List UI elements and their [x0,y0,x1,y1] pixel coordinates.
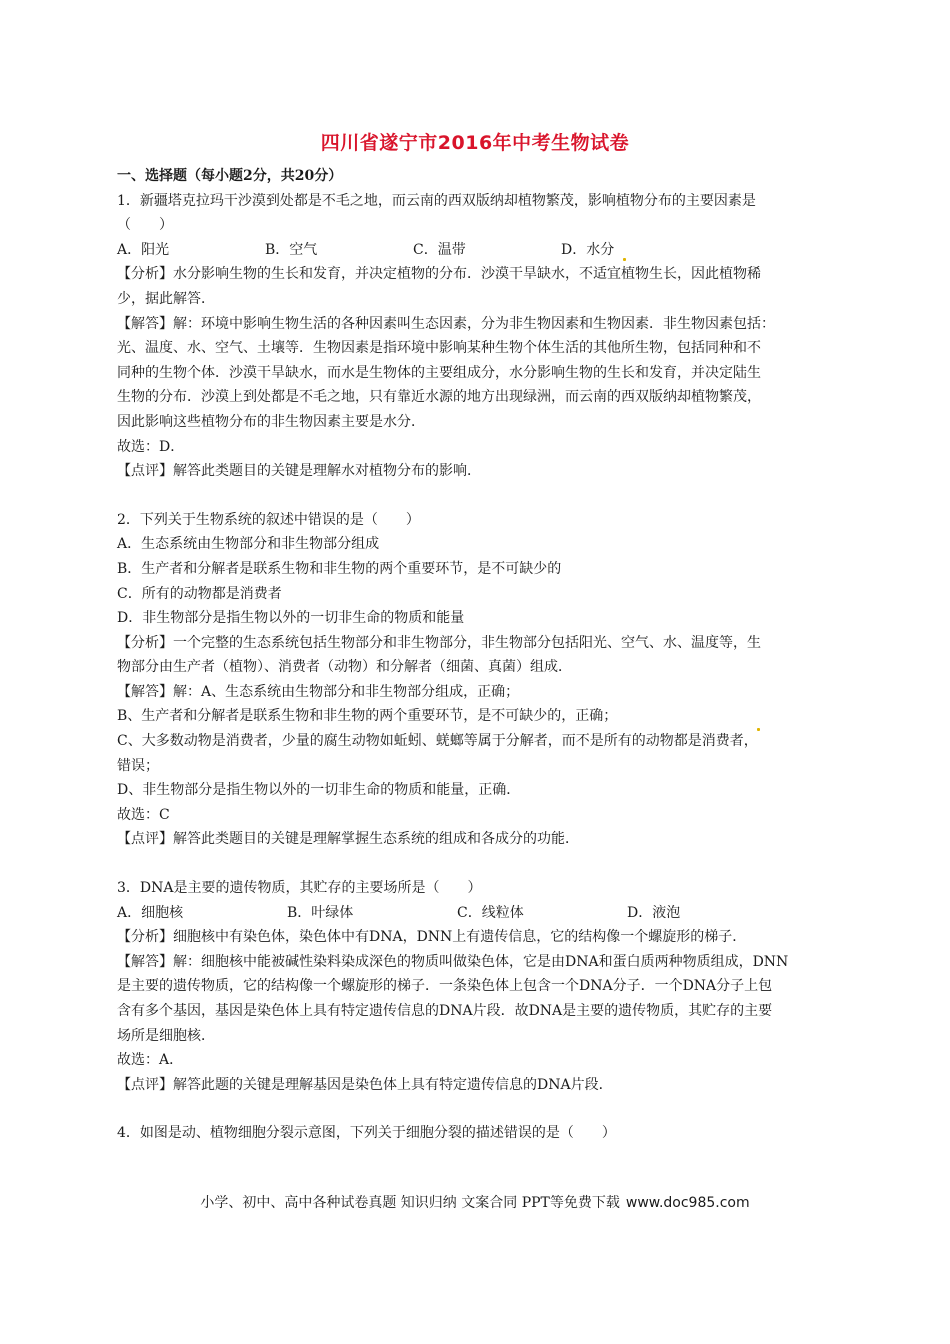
spacer [117,1097,859,1121]
answer-text: 【解答】解：环境中影响生物生活的各种因素叫生态因素，分为非生物因素和生物因素．非生物因素包括： [117,315,775,332]
question-stem: 3．DNA是主要的遗传物质，其贮存的主要场所是（ ） [117,880,482,897]
page-title: 四川省遂宁市2016年中考生物试卷 [320,132,630,154]
option-b: B．生产者和分解者是联系生物和非生物的两个重要环节，是不可缺少的 [117,560,562,577]
option-b: B．空气 [265,241,318,258]
answer-text-cont: 光、温度、水、空气、土壤等．生物因素是指环境中影响某种生物个体生活的其他所生物，包括同种和不 [117,340,761,357]
question-stem: 4．如图是动、植物细胞分裂示意图，下列关于细胞分裂的描述错误的是（ ） [117,1125,616,1142]
comment-text: 【点评】解答此类题目的关键是理解掌握生态系统的组成和各成分的功能． [117,831,579,848]
question-4 [117,1121,859,1146]
option-c: C．线粒体 [457,904,524,921]
footer-url[interactable]: www.doc985.com [625,1195,750,1211]
answer-text-cont: D、非生物部分是指生物以外的一切非生命的物质和能量，正确． [117,782,521,799]
option-c: C．所有的动物都是消费者 [117,585,282,602]
answer-text-cont: 是主要的遗传物质，它的结构像一个螺旋形的梯子．一条染色体上包含一个DNA分子．一个DNA分子上包 [117,978,773,995]
question-options [117,901,859,926]
question-1 [117,189,859,484]
section-heading: 一、选择题（每小题2分，共20分） [117,168,343,184]
answer-text-cont: C、大多数动物是消费者，少量的腐生动物如蚯蚓、蜣螂等属于分解者，而不是所有的动物都是消费者， [117,733,758,750]
option-d: D．非生物部分是指生物以外的一切非生命的物质和能量 [117,610,465,627]
answer-text-cont: 含有多个基因，基因是染色体上具有特定遗传信息的DNA片段．故DNA是主要的遗传物质，其贮存的主要 [117,1003,773,1019]
option-a: A．阳光 [117,241,170,258]
option-a: A．细胞核 [117,904,184,921]
answer-text-cont: 场所是细胞核． [117,1027,215,1044]
analysis-text: 【分析】细胞核中有染色体，染色体中有DNA，DNN上有遗传信息，它的结构像一个螺旋形的梯子． [117,929,747,946]
scan-mark [757,728,760,731]
answer-text-cont: 同种的生物个体．沙漠干旱缺水，而水是生物体的主要组成分，水分影响生物的生长和发育，并决定陆生 [117,364,761,381]
answer-choice: 故选：A． [117,1052,184,1069]
analysis-text: 【分析】水分影响生物的生长和发育，并决定植物的分布．沙漠干旱缺水，不适宜植物生长，因此植物稀 [117,266,761,283]
scan-mark [623,258,626,261]
answer-text-cont: B、生产者和分解者是联系生物和非生物的两个重要环节，是不可缺少的，正确； [117,708,618,725]
question-options [117,238,859,263]
option-b: B．叶绿体 [287,904,354,921]
comment-text: 【点评】解答此题的关键是理解基因是染色体上具有特定遗传信息的DNA片段． [117,1076,613,1093]
question-2 [117,508,859,852]
page-footer [0,1192,950,1212]
option-d: D．水分 [561,241,615,258]
answer-choice: 故选：D． [117,438,185,455]
option-c: C．温带 [413,241,466,258]
question-stem: 2．下列关于生物系统的叙述中错误的是（ ） [117,511,420,528]
comment-text: 【点评】解答此类题目的关键是理解水对植物分布的影响． [117,463,481,480]
answer-choice: 故选：C [117,806,170,823]
spacer [117,852,859,876]
answer-text: 【解答】解：细胞核中能被碱性染料染成深色的物质叫做染色体，它是由DNA和蛋白质两种物质组成，DNN [117,953,789,970]
analysis-text: 【分析】一个完整的生态系统包括生物部分和非生物部分，非生物部分包括阳光、空气、水、温度等，生 [117,634,761,651]
option-d: D．液泡 [627,904,681,921]
question-stem-cont: （ ） [117,217,173,234]
answer-text-cont: 错误； [117,757,159,774]
answer-text-cont: 生物的分布．沙漠上到处都是不毛之地，只有靠近水源的地方出现绿洲，而云南的西双版纳却植物繁茂， [117,389,761,406]
footer-text: 小学、初中、高中各种试卷真题 知识归纳 文案合同 PPT等免费下载 [200,1195,620,1211]
analysis-text-cont: 少，据此解答． [117,290,215,307]
spacer [117,484,859,508]
answer-text-cont: 因此影响这些植物分布的非生物因素主要是水分． [117,413,425,430]
answer-text: 【解答】解：A、生态系统由生物部分和非生物部分组成，正确； [117,683,520,700]
analysis-text-cont: 物部分由生产者（植物）、消费者（动物）和分解者（细菌、真菌）组成． [117,659,572,676]
question-stem: 1．新疆塔克拉玛干沙漠到处都是不毛之地，而云南的西双版纳却植物繁茂，影响植物分布的主要因素是 [117,192,756,209]
document-body [117,164,859,1146]
option-a: A．生态系统由生物部分和非生物部分组成 [117,536,380,553]
question-3 [117,876,859,1097]
